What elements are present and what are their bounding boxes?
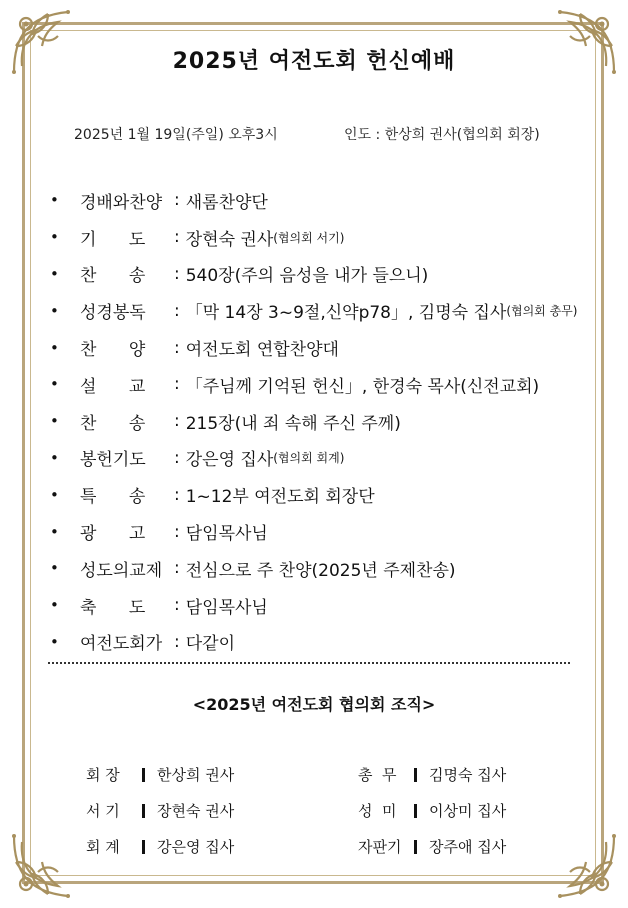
program-text: 540장(주의 음성을 내가 들으니) bbox=[185, 266, 429, 287]
separator-bar-icon bbox=[414, 768, 417, 782]
program-item: • 광 고 : 담임목사님 bbox=[46, 513, 606, 550]
program-label: 경배와찬양 bbox=[80, 192, 163, 213]
program-item: • 여전도회가 : 다같이 bbox=[46, 624, 606, 661]
bullet-icon: • bbox=[50, 191, 59, 210]
separator-bar-icon bbox=[414, 804, 417, 818]
program-item: • 성도의교제 : 전심으로 주 찬양(2025년 주제찬송) bbox=[46, 550, 606, 587]
program-item: • 찬 송 : 540장(주의 음성을 내가 들으니) bbox=[46, 256, 606, 293]
bullet-icon: • bbox=[50, 522, 59, 541]
program-item: • 찬 양 : 여전도회 연합찬양대 bbox=[46, 329, 606, 366]
separator-bar-icon bbox=[142, 804, 145, 818]
org-member: 성 미 이상미 집사 bbox=[358, 802, 507, 820]
org-title: <2025년 여전도회 협의회 조직> bbox=[192, 695, 436, 714]
dotted-divider bbox=[48, 662, 570, 664]
separator-bar-icon bbox=[142, 840, 145, 854]
program-label: 특 송 bbox=[80, 487, 146, 508]
bullet-icon: • bbox=[50, 301, 59, 320]
program-label: 성경봉독 bbox=[80, 303, 146, 324]
corner-ornament-icon bbox=[548, 830, 620, 902]
program-text: 215장(내 죄 속해 주신 주께) bbox=[185, 413, 401, 434]
program-label: 찬 양 bbox=[80, 340, 146, 361]
program-label: 성도의교제 bbox=[80, 560, 163, 581]
program-label: 설 교 bbox=[80, 376, 146, 397]
program-label: 광 고 bbox=[80, 524, 146, 545]
program-item: • 기 도 : 장현숙 권사 (협의회 서기) bbox=[46, 219, 606, 256]
program-text: 담임목사님 bbox=[185, 524, 268, 545]
bullet-icon: • bbox=[50, 632, 59, 651]
bullet-icon: • bbox=[50, 596, 59, 615]
service-leader: 인도 : 한상희 권사(협의회 회장) bbox=[344, 127, 540, 143]
bullet-icon: • bbox=[50, 375, 59, 394]
bullet-icon: • bbox=[50, 412, 59, 431]
org-member: 자판기 장주애 집사 bbox=[358, 838, 507, 856]
program-text: 「막 14장 3~9절,신약p78」, 김명숙 집사 bbox=[185, 303, 507, 324]
program-item: • 찬 송 : 215장(내 죄 속해 주신 주께) bbox=[46, 403, 606, 440]
separator-bar-icon bbox=[142, 768, 145, 782]
bullet-icon: • bbox=[50, 228, 59, 247]
program-text: 장현숙 권사 bbox=[185, 229, 274, 250]
bullet-icon: • bbox=[50, 448, 59, 467]
program-text: 다같이 bbox=[185, 634, 236, 655]
program-label: 찬 송 bbox=[80, 266, 146, 287]
program-label: 여전도회가 bbox=[80, 634, 163, 655]
program-item: • 특 송 : 1~12부 여전도회 회장단 bbox=[46, 476, 606, 513]
program-list bbox=[46, 182, 606, 660]
program-text: 담임목사님 bbox=[185, 597, 268, 618]
org-member: 서 기 장현숙 권사 bbox=[86, 802, 235, 820]
bullet-icon: • bbox=[50, 485, 59, 504]
program-text: 「주님께 기억된 헌신」, 한경숙 목사(신전교회) bbox=[185, 376, 540, 397]
separator-bar-icon bbox=[414, 840, 417, 854]
bullet-icon: • bbox=[50, 338, 59, 357]
page-title: 2025년 여전도회 헌신예배 bbox=[172, 49, 456, 74]
service-date: 2025년 1월 19일(주일) 오후3시 bbox=[74, 127, 278, 143]
program-label: 축 도 bbox=[80, 597, 146, 618]
bullet-icon: • bbox=[50, 264, 59, 283]
program-text: 새롬찬양단 bbox=[185, 192, 268, 213]
org-member: 총 무 김명숙 집사 bbox=[358, 766, 507, 784]
program-text: 1~12부 여전도회 회장단 bbox=[185, 487, 375, 508]
program-text: 여전도회 연합찬양대 bbox=[185, 340, 339, 361]
program-label: 기 도 bbox=[80, 229, 146, 250]
program-item: • 설 교 : 「주님께 기억된 헌신」, 한경숙 목사(신전교회) bbox=[46, 366, 606, 403]
program-item: • 축 도 : 담임목사님 bbox=[46, 587, 606, 624]
program-item: • 성경봉독 : 「막 14장 3~9절,신약p78」, 김명숙 집사 (협의회 총무) bbox=[46, 292, 606, 329]
program-item: • 봉헌기도 : 강은영 집사 (협의회 회계) bbox=[46, 440, 606, 477]
corner-ornament-icon bbox=[8, 830, 80, 902]
program-label: 봉헌기도 bbox=[80, 450, 146, 471]
program-text: 전심으로 주 찬양(2025년 주제찬송) bbox=[185, 560, 456, 581]
org-member: 회 장 한상희 권사 bbox=[86, 766, 235, 784]
program-item: • 경배와찬양 : 새롬찬양단 bbox=[46, 182, 606, 219]
program-text: 강은영 집사 bbox=[185, 450, 274, 471]
org-member: 회 계 강은영 집사 bbox=[86, 838, 235, 856]
program-label: 찬 송 bbox=[80, 413, 146, 434]
bullet-icon: • bbox=[50, 559, 59, 578]
